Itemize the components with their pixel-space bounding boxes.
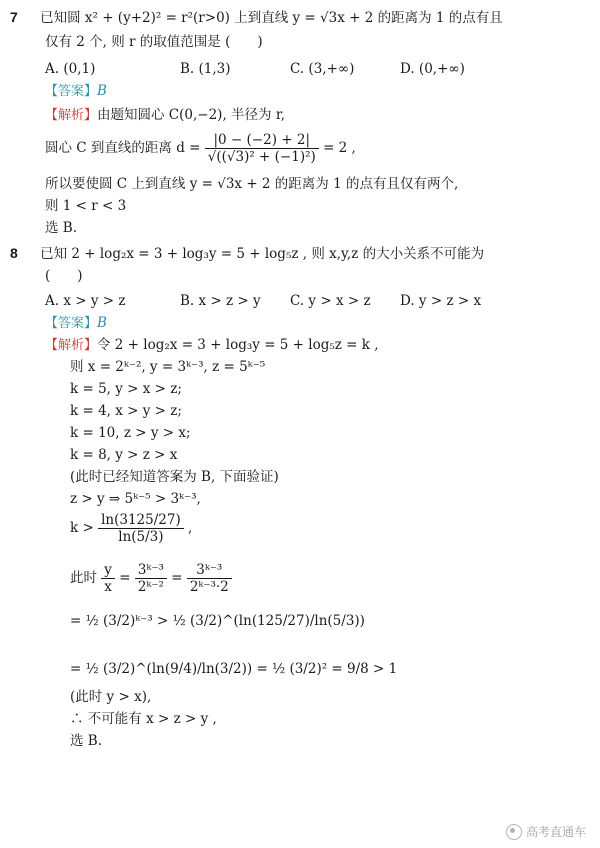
q8-analysis-line4: k = 4, x > y > z; xyxy=(70,403,182,419)
q7-distance-fraction xyxy=(205,132,319,165)
q7-analysis-line3: 所以要使圆 C 上到直线 y = √3x + 2 的距离为 1 的点有且仅有两个, xyxy=(45,176,459,192)
q8-answer-value: B xyxy=(97,315,107,331)
q8-line-e: 选 B. xyxy=(70,733,103,749)
q7-option-d: D. (0,+∞) xyxy=(400,61,465,77)
q8-line-d: ∴ 不可能有 x > z > y , xyxy=(70,711,217,727)
q8-analysis-line2: 则 x = 2ᵏ⁻², y = 3ᵏ⁻³, z = 5ᵏ⁻⁵ xyxy=(70,359,266,375)
q7-option-b: B. (1,3) xyxy=(180,61,231,77)
q8-ratio-y: y xyxy=(101,562,115,579)
q7-distance-denominator: √((√3)² + (−1)²) xyxy=(207,149,316,165)
q8-ratio-prefix: 此时 xyxy=(70,570,97,586)
q8-analysis-line3: k = 5, y > x > z; xyxy=(70,381,182,397)
q8-stem-line1 xyxy=(10,244,484,263)
q8-ratio-x: x xyxy=(104,579,112,595)
q7-analysis-text1: 由题知圆心 C(0,−2), 半径为 r, xyxy=(97,107,286,123)
q8-ratio-eq2-den: 2ᵏ⁻³·2 xyxy=(189,579,229,595)
q8-k-numerator: ln(3125/27) xyxy=(98,512,184,529)
q8-analysis-text1: 令 2 + log₂x = 3 + log₃y = 5 + log₅z = k , xyxy=(97,337,379,353)
q8-answer xyxy=(45,314,107,333)
q7-analysis-line5: 选 B. xyxy=(45,220,78,236)
q8-option-a: A. x > y > z xyxy=(45,293,126,309)
q8-option-d: D. y > z > x xyxy=(400,293,482,309)
q8-analysis-line5: k = 10, z > y > x; xyxy=(70,425,191,441)
watermark-text: 高考直通车 xyxy=(525,825,586,839)
q8-k-fraction xyxy=(98,512,184,545)
q8-stem-line2: ( ) xyxy=(45,268,83,284)
q8-k-suffix: , xyxy=(188,520,193,536)
q8-analysis-tag: 【解析】 xyxy=(45,338,98,353)
q8-line-b: = ½ (3/2)^(ln(9/4)/ln(3/2)) = ½ (3/2)² = 9/8 > 1 xyxy=(70,661,398,677)
q8-option-b: B. x > z > y xyxy=(180,293,261,309)
q8-k-prefix: k > xyxy=(70,520,94,536)
q8-ratio-line: 此时 $\frac{y}{x}$ = $\frac{\text{3ᵏ⁻³}}{\text{2ᵏ⁻²}}$ = $\frac{\text{3ᵏ⁻³}}{\text{2ᵏ⁻³·2}}$ xyxy=(70,558,232,598)
watermark xyxy=(506,823,586,840)
q8-answer-tag: 【答案】 xyxy=(45,316,98,331)
q8-line-a: = ½ (3/2)ᵏ⁻³ > ½ (3/2)^(ln(125/27)/ln(5/3)) xyxy=(70,613,365,629)
q7-analysis-line4: 则 1 < r < 3 xyxy=(45,198,127,214)
q8-analysis-line8: z > y ⇒ 5ᵏ⁻⁵ > 3ᵏ⁻³, xyxy=(70,491,201,507)
q8-ratio-eq1-den: 2ᵏ⁻² xyxy=(137,579,164,595)
q7-option-c: C. (3,+∞) xyxy=(290,61,355,77)
weibo-icon xyxy=(506,824,522,840)
q8-analysis-line6: k = 8, y > z > x xyxy=(70,447,178,463)
q8-number: 8 xyxy=(10,245,18,261)
q7-answer-tag: 【答案】 xyxy=(45,84,98,99)
q7-analysis-tag: 【解析】 xyxy=(45,108,98,123)
q7-analysis-line1 xyxy=(45,106,285,125)
q8-option-c: C. y > x > z xyxy=(290,293,371,309)
q8-analysis-line1 xyxy=(45,336,379,355)
q7-number: 7 xyxy=(10,9,18,25)
q7-distance-result: = 2 , xyxy=(323,140,356,156)
q8-stem-text1: 已知 2 + log₂x = 3 + log₃y = 5 + log₅z , 则 x,y,z 的大小关系不可能为 xyxy=(40,246,485,262)
q8-ratio-eq1-num: 3ᵏ⁻³ xyxy=(135,562,167,579)
q7-stem-line2: 仅有 2 个, 则 r 的取值范围是 ( ) xyxy=(45,34,263,50)
q8-line-c: (此时 y > x), xyxy=(70,689,152,705)
q7-answer xyxy=(45,82,107,101)
q7-distance-numerator: |0 − (−2) + 2| xyxy=(205,132,319,149)
q8-ratio-eq2 xyxy=(187,562,232,595)
q8-k-denominator: ln(5/3) xyxy=(118,529,164,545)
q8-ratio-yx xyxy=(101,562,115,595)
q7-distance-formula xyxy=(45,128,356,168)
q7-distance-prefix: 圆心 C 到直线的距离 d = xyxy=(45,140,201,156)
q7-stem-line1 xyxy=(10,8,503,27)
q8-k-inequality xyxy=(70,508,192,548)
q7-stem-text1: 已知圆 x² + (y+2)² = r²(r>0) 上到直线 y = √3x + 2 的距离为 1 的点有且 xyxy=(40,10,503,26)
q8-ratio-eq1 xyxy=(135,562,167,595)
q8-ratio-eq2-num: 3ᵏ⁻³ xyxy=(187,562,232,579)
q8-analysis-line7: (此时已经知道答案为 B, 下面验证) xyxy=(70,469,279,485)
q7-option-a: A. (0,1) xyxy=(45,61,96,77)
q7-answer-value: B xyxy=(97,83,107,99)
